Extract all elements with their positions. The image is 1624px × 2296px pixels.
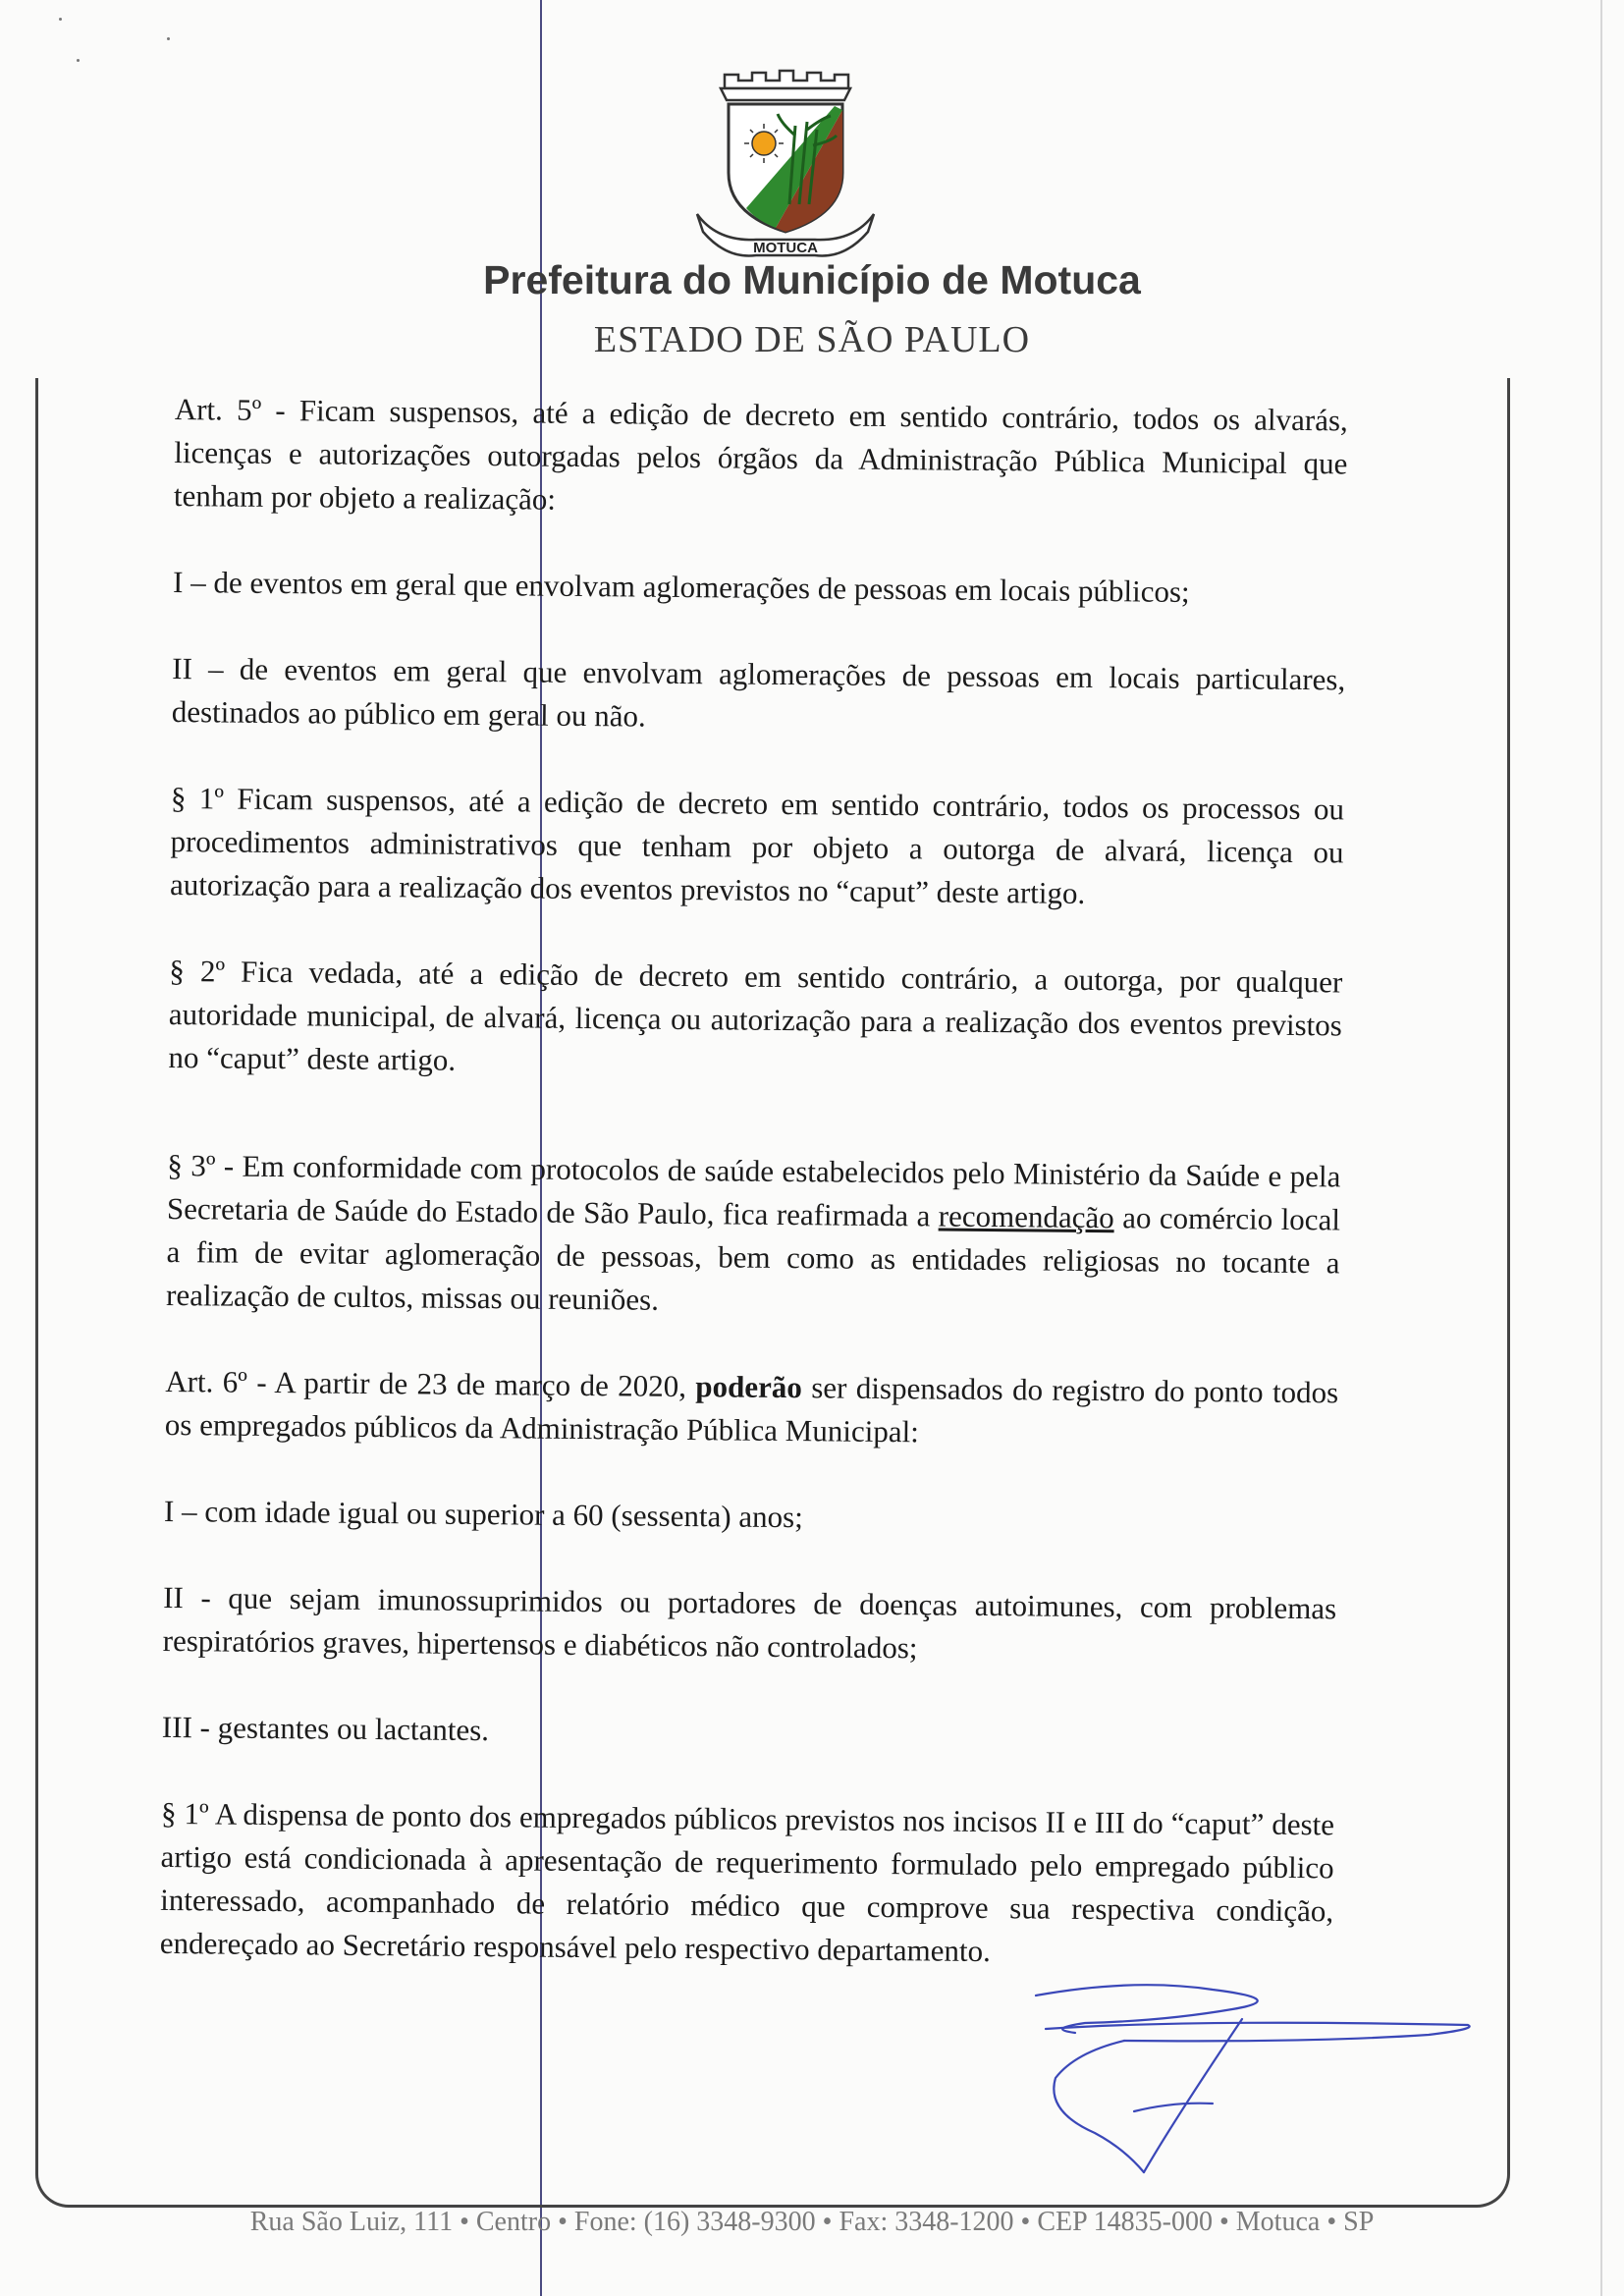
art6-inciso-2: II - que sejam imunossuprimidos ou portadores de doenças autoimunes, com problemas respiratórios graves, hipertensos e diabéticos não controlados; bbox=[162, 1579, 1337, 1666]
footer-address: Rua São Luiz, 111 • Centro • Fone: (16) 3348-9300 • Fax: 3348-1200 • CEP 14835-000 • Motuca • SP bbox=[249, 2207, 1375, 2237]
page-subtitle: ESTADO DE SÃO PAULO bbox=[593, 319, 1031, 360]
scan-speck bbox=[77, 59, 80, 62]
art6-text-bold: poderão bbox=[695, 1369, 803, 1405]
art6-text-start: Art. 6º - A partir de 23 de março de 2020, bbox=[165, 1363, 696, 1404]
art5-paragraph-3-underlined: recomendação bbox=[938, 1198, 1114, 1235]
signature-icon bbox=[1016, 1984, 1478, 2180]
art6-text bbox=[165, 1360, 1339, 1457]
art5-paragraph-2: § 2º Fica vedada, até a edição de decreto em sentido contrário, a outorga, por qualquer autoridade municipal, de alvará, licença ou autorização para a realização dos eventos previstos no “caput” deste artigo. bbox=[168, 953, 1343, 1077]
page-title: Prefeitura do Município de Motuca bbox=[483, 257, 1141, 302]
art6-inciso-1: I – com idade igual ou superior a 60 (sessenta) anos; bbox=[163, 1493, 803, 1535]
art5-paragraph-3-start: § 3º - Em conformidade com protocolos de saúde estabelecidos pelo Ministério da Saúde e pela Secretaria de Saúde do Estado de São Paulo, fica reafirmada a bbox=[166, 1147, 1341, 1233]
art5-inciso-2: II – de eventos em geral que envolvam aglomerações de pessoas em locais particulares, destinados ao público em geral ou não. bbox=[171, 650, 1346, 734]
art5-inciso-1: I – de eventos em geral que envolvam aglomerações de pessoas em locais públicos; bbox=[172, 564, 1190, 609]
coat-of-arms-icon bbox=[687, 67, 884, 263]
scan-speck bbox=[167, 37, 170, 40]
scan-speck bbox=[59, 18, 62, 21]
coat-text: MOTUCA bbox=[753, 240, 818, 256]
art5-paragraph-3 bbox=[166, 1144, 1341, 1328]
art5-paragraph-3-end: ao comércio local a fim de evitar aglomeração de pessoas, bem como as entidades religiosas no tocante a realização de cultos, missas ou reuniões. bbox=[165, 1200, 1341, 1317]
art6-inciso-3: III - gestantes ou lactantes. bbox=[161, 1709, 490, 1748]
document-body bbox=[160, 388, 1348, 1976]
art5-text: Art. 5º - Ficam suspensos, até a edição de decreto em sentido contrário, todos os alvarás, licenças e autorizações outorgadas pelos órgãos da Administração Pública Municipal que tenham por objeto a realização: bbox=[173, 391, 1348, 517]
art5-paragraph-1: § 1º Ficam suspensos, até a edição de decreto em sentido contrário, todos os processos ou procedimentos administrativos que tenham por objeto a outorga de alvará, licença ou autorização para a realização dos eventos previstos no “caput” deste artigo. bbox=[169, 780, 1345, 910]
art6-text-end: ser dispensados do registro do ponto todos os empregados públicos da Administração Pública Municipal: bbox=[164, 1370, 1339, 1449]
art6-paragraph-1: § 1º A dispensa de ponto dos empregados públicos previstos nos incisos II e III do “caput” deste artigo está condicionada à apresentação de requerimento formulado pelo empregado público interessado, acompanhado de relatório médico que comprove sua respectiva condição, endereçado ao Secretário responsável pelo respectivo departamento. bbox=[159, 1795, 1335, 1969]
